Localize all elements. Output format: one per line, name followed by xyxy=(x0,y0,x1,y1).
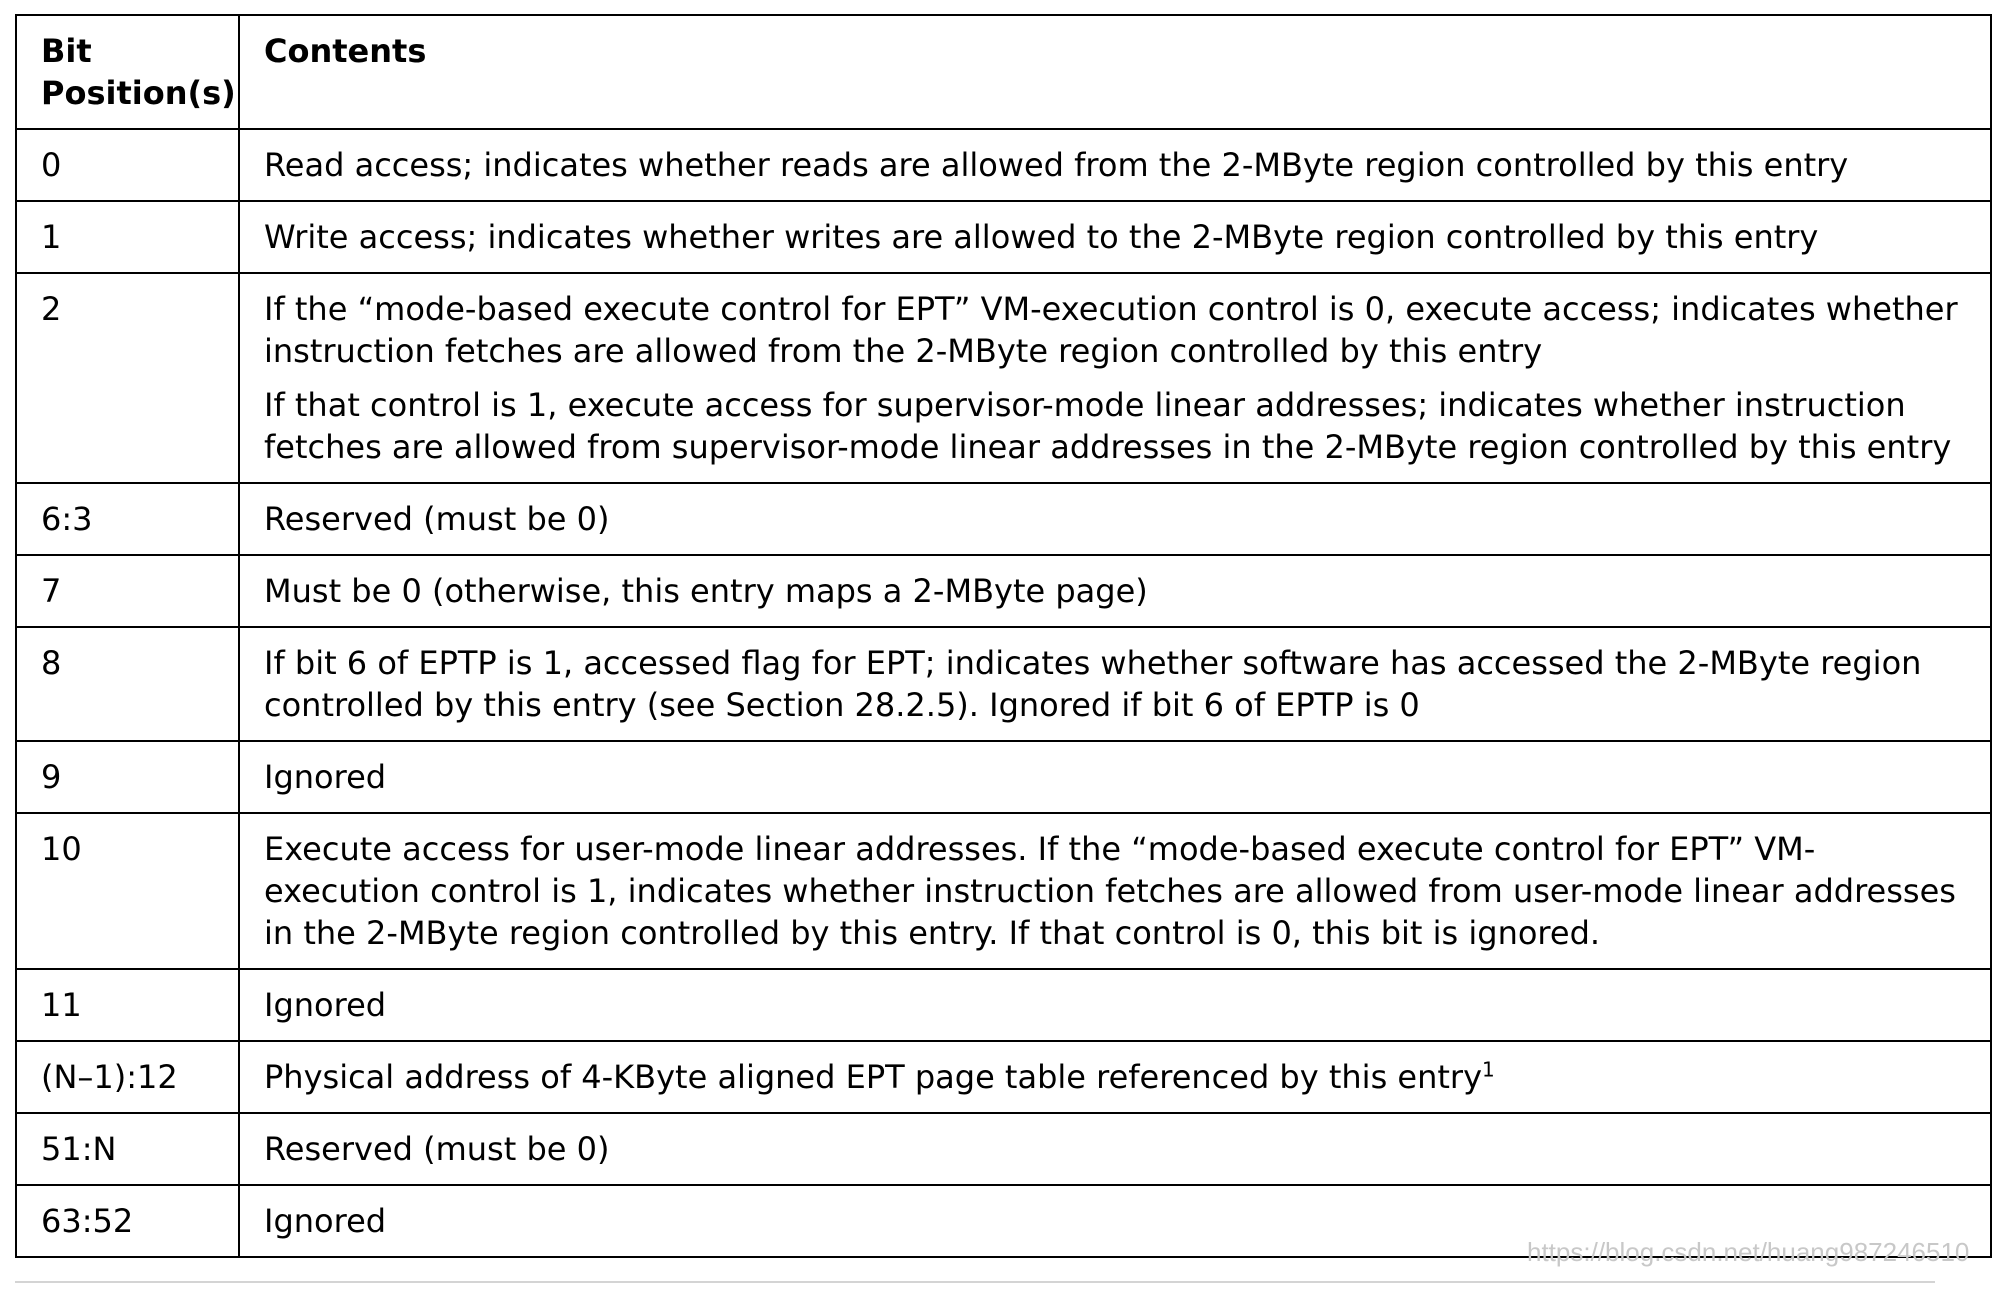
table-row xyxy=(16,813,1991,969)
contents-cell xyxy=(239,555,1991,627)
table-row xyxy=(16,1041,1991,1113)
table-row xyxy=(16,969,1991,1041)
bit-position-cell: 63:52 xyxy=(16,1185,239,1257)
contents-text: Read access; indicates whether reads are allowed from the 2-MByte region controlled by this entry xyxy=(264,146,1849,184)
bit-position-cell: 7 xyxy=(16,555,239,627)
contents-text: If the “mode-based execute control for EPT” VM-execution control is 0, execute access; indicates whether instruction fetches are allowed from the 2-MByte region controlled by this entry xyxy=(264,290,1958,370)
contents-text: Reserved (must be 0) xyxy=(264,1130,610,1168)
contents-cell xyxy=(239,741,1991,813)
contents-cell xyxy=(239,1041,1991,1113)
contents-text: Ignored xyxy=(264,1202,387,1240)
header-contents: Contents xyxy=(239,15,1991,129)
contents-text: Physical address of 4-KByte aligned EPT page table referenced by this entry xyxy=(264,1058,1483,1096)
ept-entry-format-table xyxy=(15,14,1992,1258)
contents-cell xyxy=(239,483,1991,555)
contents-text: Ignored xyxy=(264,986,387,1024)
bit-position-cell: 6:3 xyxy=(16,483,239,555)
bit-position-cell: 8 xyxy=(16,627,239,741)
contents-cell xyxy=(239,273,1991,483)
footnote-marker: 1 xyxy=(1482,1057,1495,1082)
contents-text: Write access; indicates whether writes are allowed to the 2-MByte region controlled by this entry xyxy=(264,218,1819,256)
bit-position-cell: 0 xyxy=(16,129,239,201)
contents-text: Reserved (must be 0) xyxy=(264,500,610,538)
contents-text-with-footnote xyxy=(264,1056,1968,1098)
table-row xyxy=(16,627,1991,741)
bit-position-cell: 11 xyxy=(16,969,239,1041)
table-row xyxy=(16,483,1991,555)
bit-position-cell: 10 xyxy=(16,813,239,969)
table-row xyxy=(16,555,1991,627)
contents-cell xyxy=(239,969,1991,1041)
table-row xyxy=(16,129,1991,201)
contents-text: Execute access for user-mode linear addresses. If the “mode-based execute control for EPT” VM-execution control is 1, indicates whether instruction fetches are allowed from user-mode linear addresses in the 2-MByte region controlled by this entry. If that control is 0, this bit is ignored. xyxy=(264,830,1956,952)
contents-text: If that control is 1, execute access for supervisor-mode linear addresses; indicates whether instruction fetches are allowed from supervisor-mode linear addresses in the 2-MByte region controlled by this entry xyxy=(264,386,1952,466)
contents-text: Ignored xyxy=(264,758,387,796)
contents-cell xyxy=(239,627,1991,741)
contents-cell xyxy=(239,813,1991,969)
bit-position-cell: (N–1):12 xyxy=(16,1041,239,1113)
table-header-row xyxy=(16,15,1991,129)
contents-cell xyxy=(239,129,1991,201)
contents-cell xyxy=(239,1113,1991,1185)
watermark: https://blog.csdn.net/huang987246510 xyxy=(1527,1237,1970,1267)
bit-position-cell: 2 xyxy=(16,273,239,483)
contents-text: If bit 6 of EPTP is 1, accessed flag for EPT; indicates whether software has accessed the 2-MByte region controlled by this entry (see Section 28.2.5). Ignored if bit 6 of EPTP is 0 xyxy=(264,644,1922,724)
table-row xyxy=(16,273,1991,483)
table-row xyxy=(16,741,1991,813)
table-row xyxy=(16,1113,1991,1185)
bit-position-cell: 1 xyxy=(16,201,239,273)
contents-text: Must be 0 (otherwise, this entry maps a 2-MByte page) xyxy=(264,572,1148,610)
bit-position-cell: 51:N xyxy=(16,1113,239,1185)
bit-position-cell: 9 xyxy=(16,741,239,813)
bottom-divider xyxy=(15,1281,1935,1283)
table-row xyxy=(16,201,1991,273)
contents-cell xyxy=(239,201,1991,273)
header-bit-position: Bit Position(s) xyxy=(16,15,239,129)
